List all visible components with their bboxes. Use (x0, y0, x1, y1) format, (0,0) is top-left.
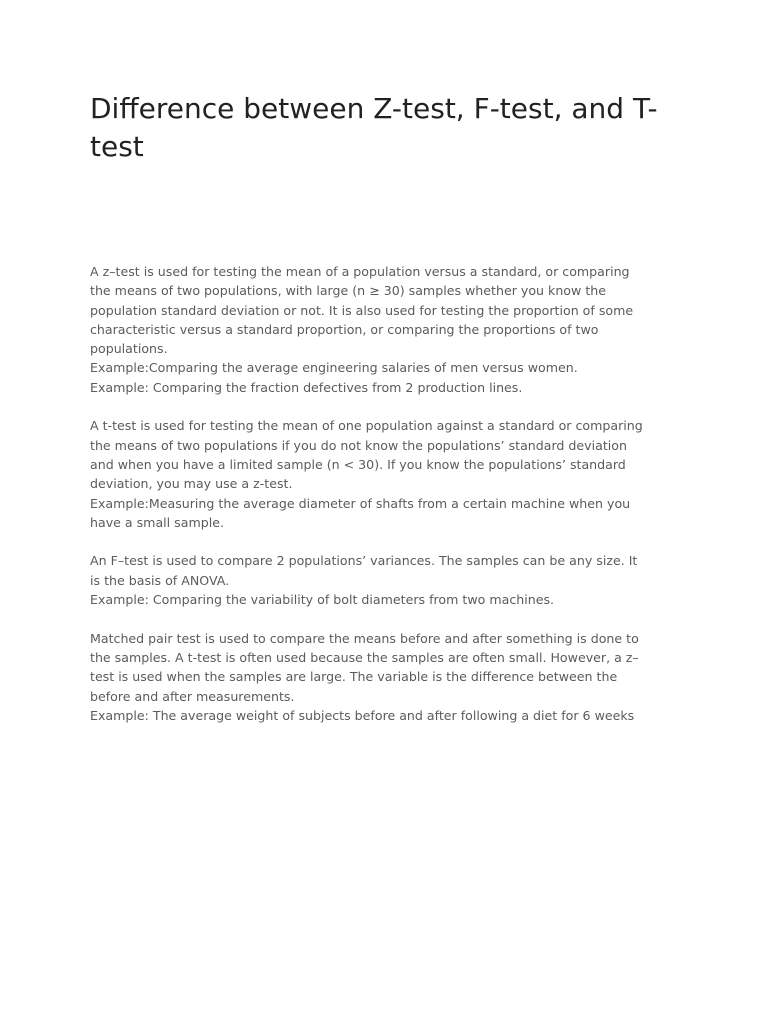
text-line: Matched pair test is used to compare the means before and after something is done to (90, 630, 639, 646)
text-line: have a small sample. (90, 514, 224, 530)
paragraph-f-test (90, 551, 680, 609)
text-line: Example: Comparing the fraction defectives from 2 production lines. (90, 379, 523, 395)
text-line: populations. (90, 341, 168, 357)
text-line: An F–test is used to compare 2 populations’ variances. The samples can be any size. It (90, 553, 638, 569)
text-line: the means of two populations, with large (n ≥ 30) samples whether you know the (90, 283, 606, 299)
paragraph-t-test (90, 416, 680, 532)
document-body (90, 262, 680, 744)
text-line: A z–test is used for testing the mean of a population versus a standard, or comparing (90, 264, 630, 279)
text-line: before and after measurements. (90, 688, 295, 704)
text-line: Example: The average weight of subjects before and after following a diet for 6 weeks (90, 707, 635, 723)
text-line: A t-test is used for testing the mean of one population against a standard or comparing (90, 418, 643, 434)
text-line: and when you have a limited sample (n < 30). If you know the populations’ standard (90, 456, 626, 472)
text-line: Example:Comparing the average engineering salaries of men versus women. (90, 360, 578, 376)
text-line: the means of two populations if you do not know the populations’ standard deviation (90, 437, 627, 453)
text-line: Example: Comparing the variability of bolt diameters from two machines. (90, 592, 555, 608)
text-line: test is used when the samples are large. The variable is the difference between the (90, 669, 618, 685)
text-line: population standard deviation or not. It is also used for testing the proportion of some (90, 302, 634, 318)
text-line: characteristic versus a standard proportion, or comparing the proportions of two (90, 321, 599, 337)
paragraph-matched-pair-test (90, 629, 680, 725)
text-line: Example:Measuring the average diameter of shafts from a certain machine when you (90, 495, 631, 511)
page-title: Difference between Z-test, F-test, and T-test (90, 92, 658, 163)
text-line: deviation, you may use a z-test. (90, 476, 293, 492)
paragraph-z-test (90, 262, 680, 397)
text-line: is the basis of ANOVA. (90, 572, 230, 588)
text-line: the samples. A t-test is often used because the samples are often small. However, a z– (90, 649, 639, 665)
